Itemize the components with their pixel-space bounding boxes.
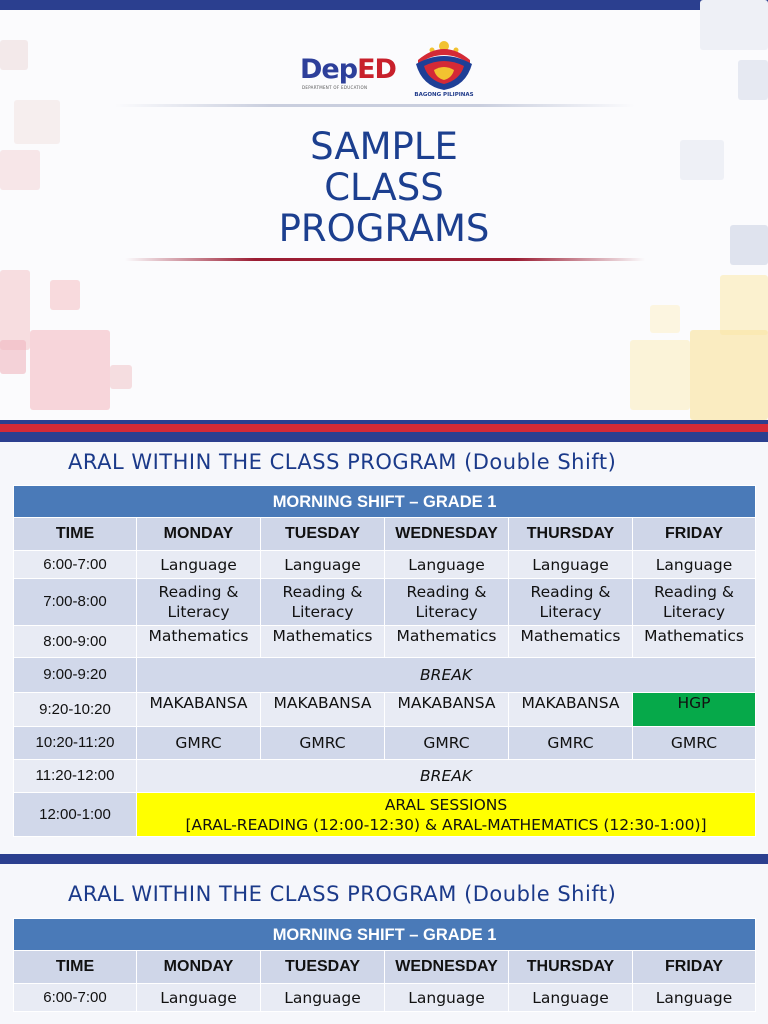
subject-cell: MAKABANSA <box>137 693 261 727</box>
aral-sessions-cell <box>137 793 756 837</box>
subject-cell: Reading & Literacy <box>633 579 756 626</box>
deped-logo-subtitle: DEPARTMENT OF EDUCATION <box>302 85 368 90</box>
slide-title: ARAL WITHIN THE CLASS PROGRAM (Double Shift) <box>68 882 617 906</box>
decor-square <box>30 330 110 410</box>
time-cell: 6:00-7:00 <box>14 984 137 1012</box>
table-row <box>14 793 756 837</box>
decor-square <box>690 330 768 420</box>
divider-line-red <box>125 258 645 261</box>
aral-sessions-title: ARAL SESSIONS <box>384 795 508 814</box>
table-header-row <box>14 486 756 518</box>
subject-cell: GMRC <box>509 727 633 760</box>
slide-title: ARAL WITHIN THE CLASS PROGRAM (Double Shift) <box>68 450 617 474</box>
slide-top-bar <box>0 854 768 864</box>
time-cell: 6:00-7:00 <box>14 551 137 579</box>
deped-logo <box>300 54 410 94</box>
bagong-pilipinas-emblem-icon <box>410 34 478 92</box>
time-cell: 10:20-11:20 <box>14 727 137 760</box>
shift-header: MORNING SHIFT – GRADE 1 <box>14 919 756 951</box>
page-title <box>0 126 768 249</box>
subject-cell: GMRC <box>385 727 509 760</box>
cover-slide <box>0 0 768 432</box>
subject-cell: Reading & Literacy <box>385 579 509 626</box>
table-row <box>14 984 756 1012</box>
column-header-row <box>14 951 756 984</box>
bagong-pilipinas-logo <box>410 34 478 106</box>
time-cell: 8:00-9:00 <box>14 626 137 658</box>
column-header: WEDNESDAY <box>385 951 509 984</box>
aral-sessions-detail: [ARAL-READING (12:00-12:30) & ARAL-MATHEMATICS (12:30-1:00)] <box>185 815 707 834</box>
table-row <box>14 727 756 760</box>
subject-cell: Language <box>509 984 633 1012</box>
table-header-row <box>14 919 756 951</box>
subject-cell: Mathematics <box>137 626 261 658</box>
subject-cell: Language <box>633 551 756 579</box>
decor-square <box>50 280 80 310</box>
subject-cell: Mathematics <box>385 626 509 658</box>
title-line: SAMPLE <box>310 125 458 168</box>
subject-cell: Language <box>137 984 261 1012</box>
deped-logo-red: ED <box>357 54 396 85</box>
column-header: TIME <box>14 951 137 984</box>
subject-cell: Language <box>509 551 633 579</box>
schedule-slide <box>0 854 768 1024</box>
column-header: MONDAY <box>137 518 261 551</box>
logo-row <box>300 34 480 104</box>
break-cell: BREAK <box>137 760 756 793</box>
decor-square <box>720 275 768 335</box>
shift-header: MORNING SHIFT – GRADE 1 <box>14 486 756 518</box>
subject-cell: GMRC <box>633 727 756 760</box>
bottom-band-red <box>0 424 768 432</box>
subject-cell-hgp: HGP <box>633 693 756 727</box>
subject-cell: Mathematics <box>633 626 756 658</box>
table-row <box>14 579 756 626</box>
divider-line <box>115 104 635 107</box>
subject-cell: Language <box>385 984 509 1012</box>
column-header: TUESDAY <box>261 951 385 984</box>
subject-cell: Language <box>385 551 509 579</box>
table-row <box>14 693 756 727</box>
table-row <box>14 551 756 579</box>
subject-cell: Mathematics <box>261 626 385 658</box>
column-header: WEDNESDAY <box>385 518 509 551</box>
time-cell: 7:00-8:00 <box>14 579 137 626</box>
decor-square <box>738 60 768 100</box>
subject-cell: GMRC <box>137 727 261 760</box>
subject-cell: Language <box>137 551 261 579</box>
table-row <box>14 626 756 658</box>
subject-cell: Language <box>261 551 385 579</box>
subject-cell: Reading & Literacy <box>137 579 261 626</box>
column-header: FRIDAY <box>633 951 756 984</box>
column-header: THURSDAY <box>509 518 633 551</box>
decor-square <box>0 270 30 350</box>
column-header: FRIDAY <box>633 518 756 551</box>
time-cell: 11:20-12:00 <box>14 760 137 793</box>
break-cell: BREAK <box>137 658 756 693</box>
schedule-table <box>13 485 756 837</box>
subject-cell: Mathematics <box>509 626 633 658</box>
decor-square <box>700 0 768 50</box>
subject-cell: GMRC <box>261 727 385 760</box>
table-row <box>14 760 756 793</box>
column-header: TIME <box>14 518 137 551</box>
title-line: CLASS <box>324 166 444 209</box>
subject-cell: Language <box>261 984 385 1012</box>
time-cell: 12:00-1:00 <box>14 793 137 837</box>
decor-square <box>0 40 28 70</box>
time-cell: 9:20-10:20 <box>14 693 137 727</box>
column-header: THURSDAY <box>509 951 633 984</box>
decor-square <box>650 305 680 333</box>
deped-logo-blue: Dep <box>300 54 358 85</box>
column-header: TUESDAY <box>261 518 385 551</box>
table-row <box>14 658 756 693</box>
subject-cell: Reading & Literacy <box>509 579 633 626</box>
subject-cell: Language <box>633 984 756 1012</box>
slide-top-bar <box>0 432 768 442</box>
subject-cell: MAKABANSA <box>385 693 509 727</box>
decor-square <box>0 340 26 374</box>
cover-top-bar <box>0 0 768 10</box>
column-header-row <box>14 518 756 551</box>
decor-square <box>630 340 690 410</box>
decor-square <box>110 365 132 389</box>
schedule-table <box>13 918 756 1012</box>
column-header: MONDAY <box>137 951 261 984</box>
subject-cell: MAKABANSA <box>509 693 633 727</box>
schedule-slide <box>0 432 768 854</box>
subject-cell: MAKABANSA <box>261 693 385 727</box>
bagong-pilipinas-text: BAGONG PILIPINAS <box>414 92 474 98</box>
title-line: PROGRAMS <box>278 207 490 250</box>
subject-cell: Reading & Literacy <box>261 579 385 626</box>
time-cell: 9:00-9:20 <box>14 658 137 693</box>
